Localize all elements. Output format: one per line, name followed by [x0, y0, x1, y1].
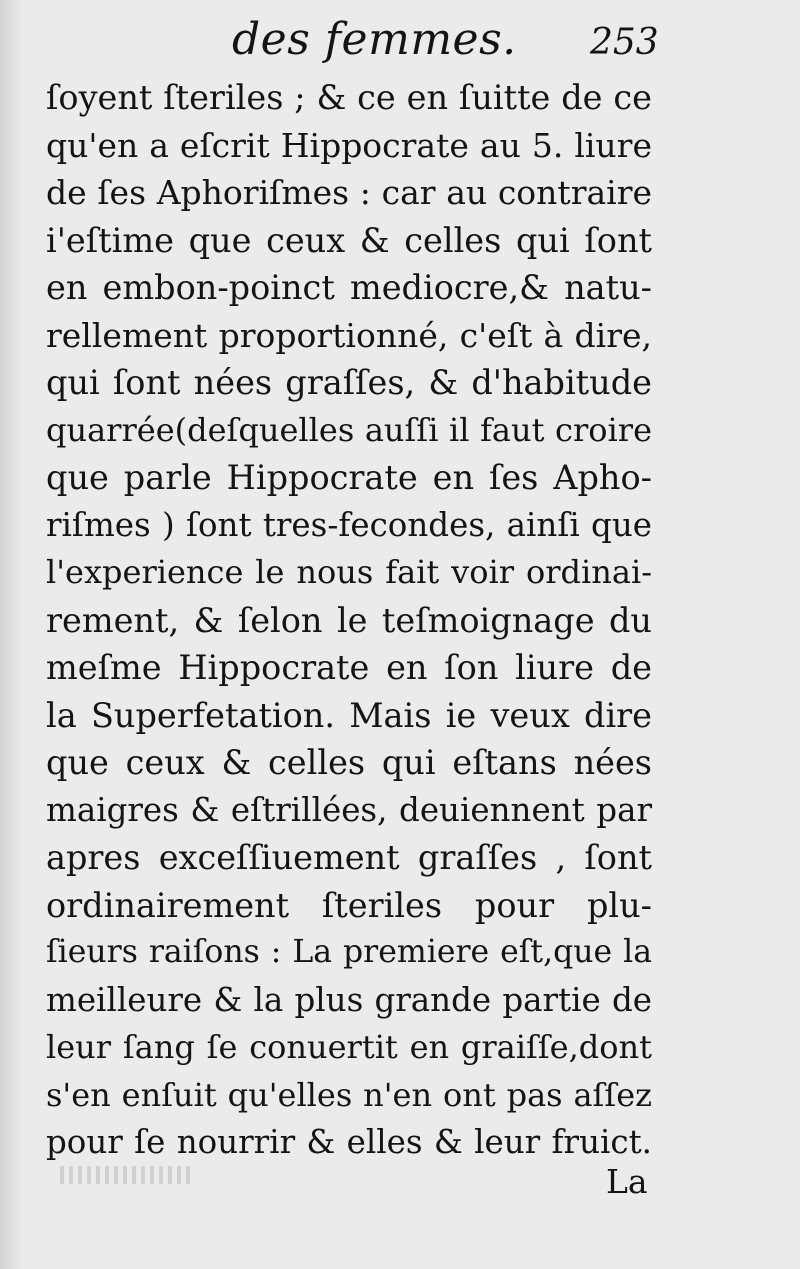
- text-line: de ſes Aphoriſmes : car au contraire: [46, 173, 652, 212]
- text-line: maigres & eſtrillées, deuiennent par: [46, 790, 652, 829]
- text-line: l'experience le nous fait voir ordinai-: [46, 553, 652, 591]
- text-line: pour ſe nourrir & elles & leur fruict.: [46, 1123, 652, 1161]
- text-line: ſieurs raiſons : La premiere eſt,que la: [46, 934, 652, 970]
- text-line: ſoyent ſteriles ; & ce en ſuitte de ce: [46, 78, 652, 117]
- catchword: La: [606, 1162, 648, 1201]
- text-line: ordinairement ſteriles pour plu-: [46, 885, 652, 925]
- text-line: qu'en a eſcrit Hippocrate au 5. liure: [46, 125, 652, 165]
- text-line: quarrée(deſquelles auſſi il faut croire: [46, 410, 652, 449]
- text-line: rellement proportionné, c'eſt à dire,: [46, 315, 652, 355]
- text-line: que parle Hippocrate en ſes Apho-: [46, 458, 652, 497]
- text-line: s'en enſuit qu'elles n'en ont pas aſſez: [46, 1075, 652, 1114]
- text-line: qui ſont nées graſſes, & d'habitude: [46, 363, 652, 402]
- text-line: leur ſang ſe conuertit en graiſſe,dont: [46, 1028, 652, 1066]
- text-line: la Superfetation. Mais ie veux dire: [46, 695, 652, 735]
- gutter-shadow: [0, 0, 22, 1269]
- text-line: i'eſtime que ceux & celles qui ſont: [46, 220, 652, 260]
- text-line: meilleure & la plus grande partie de: [46, 980, 652, 1019]
- bleed-through-smudge: [60, 1166, 190, 1184]
- page-number: 253: [590, 22, 659, 63]
- body-text: [46, 74, 652, 1167]
- running-head: des femmes.: [232, 14, 517, 65]
- text-line: rement, & ſelon le teſmoignage du: [46, 600, 652, 640]
- text-line: en embon-poinct mediocre,& natu-: [46, 268, 652, 307]
- text-line: meſme Hippocrate en ſon liure de: [46, 648, 652, 687]
- text-line: que ceux & celles qui eſtans nées: [46, 743, 652, 782]
- text-line: apres exceſſiuement graſſes , ſont: [46, 838, 652, 877]
- text-line: riſmes ) ſont tres-fecondes, ainſi que: [46, 505, 652, 544]
